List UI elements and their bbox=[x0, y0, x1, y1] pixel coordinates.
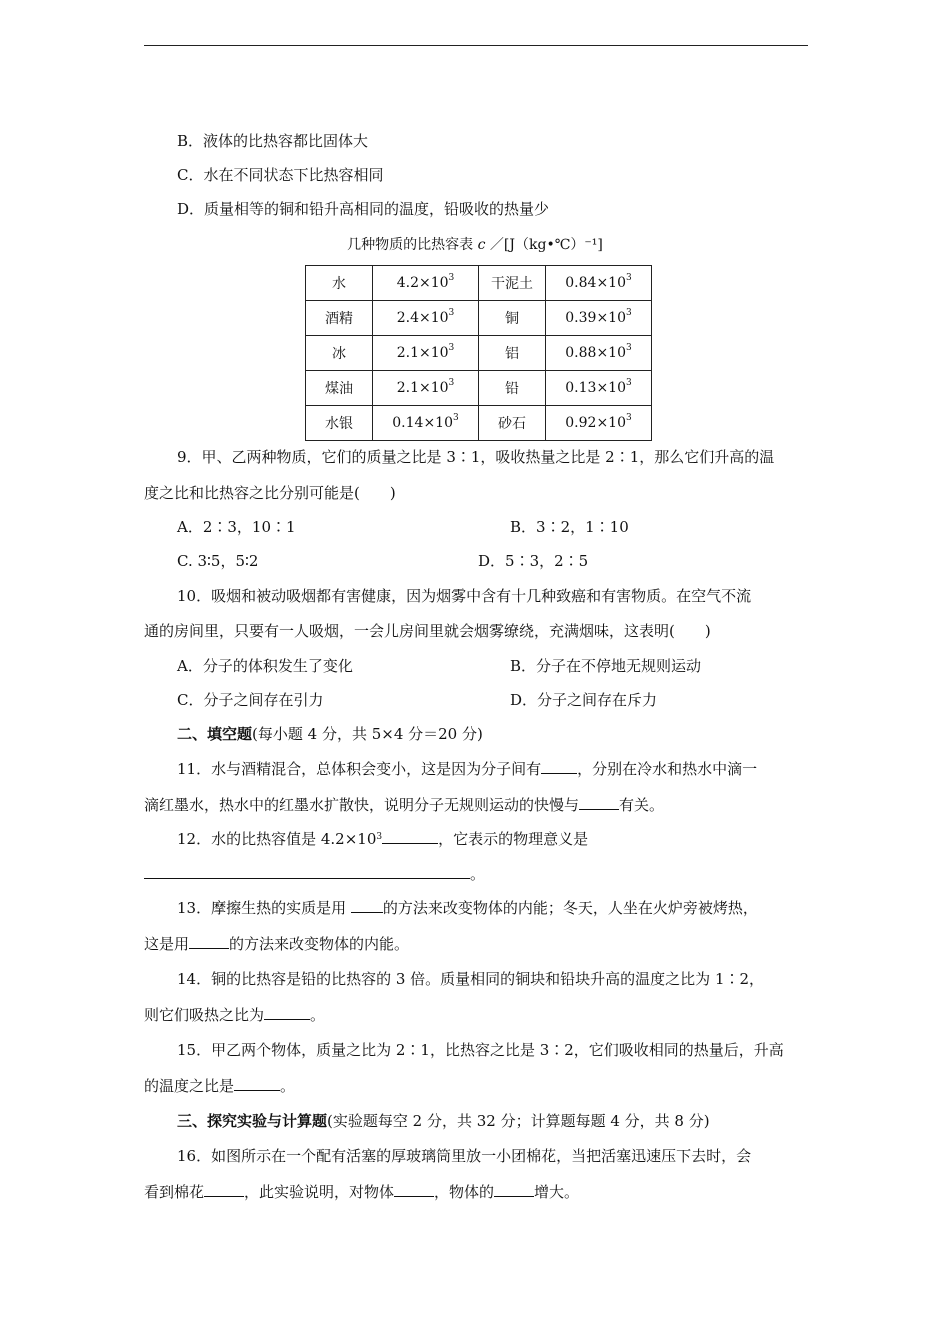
q10-option-a: A．分子的体积发生了变化 bbox=[177, 657, 353, 675]
q12-line-2: 。 bbox=[144, 864, 485, 884]
table-row bbox=[306, 406, 652, 441]
substance-value: $0.88\times 10^3$ bbox=[546, 336, 652, 371]
option-d-prev: D．质量相等的铜和铅升高相同的温度，铅吸收的热量少 bbox=[177, 200, 550, 218]
section-3-heading: 三、探究实验与计算题(实验题每空 2 分，共 32 分；计算题每题 4 分，共 8 分) bbox=[177, 1112, 710, 1130]
q9-option-c: C. 3∶5，5∶2 bbox=[177, 552, 259, 570]
substance-value: $0.13\times 10^3$ bbox=[546, 371, 652, 406]
q10-option-c: C．分子之间存在引力 bbox=[177, 691, 324, 709]
substance-value: $0.92\times 10^3$ bbox=[546, 406, 652, 441]
header-rule bbox=[144, 45, 808, 46]
answer-blank[interactable] bbox=[541, 759, 577, 774]
q15-line-2: 的温度之比是 。 bbox=[144, 1077, 296, 1095]
answer-blank[interactable] bbox=[144, 864, 470, 879]
substance-value: $0.39\times 10^3$ bbox=[546, 301, 652, 336]
answer-blank[interactable] bbox=[382, 829, 438, 844]
answer-blank[interactable] bbox=[579, 795, 619, 810]
answer-blank[interactable] bbox=[394, 1182, 434, 1197]
substance-name: 酒精 bbox=[306, 301, 373, 336]
substance-name: 水银 bbox=[306, 406, 373, 441]
table-row bbox=[306, 301, 652, 336]
substance-name: 干泥土 bbox=[479, 266, 546, 301]
q9-line-2: 度之比和比热容之比分别可能是( ) bbox=[144, 484, 396, 502]
q9-option-b: B．3∶2，1∶10 bbox=[510, 518, 629, 536]
substance-name: 煤油 bbox=[306, 371, 373, 406]
q11-line-2: 滴红墨水，热水中的红墨水扩散快，说明分子无规则运动的快慢与 有关。 bbox=[144, 796, 665, 814]
substance-value: $0.14\times 10^3$ bbox=[373, 406, 479, 441]
answer-blank[interactable] bbox=[234, 1076, 280, 1091]
q11-line-1: 11．水与酒精混合，总体积会变小，这是因为分子间有 ，分别在冷水和热水中滴一 bbox=[177, 760, 758, 778]
option-c-prev: C．水在不同状态下比热容相同 bbox=[177, 166, 384, 184]
q9-line-1: 9．甲、乙两种物质，它们的质量之比是 3∶1，吸收热量之比是 2∶1，那么它们升高的温 bbox=[177, 448, 775, 466]
substance-name: 水 bbox=[306, 266, 373, 301]
q13-line-1: 13．摩擦生热的实质是用 的方法来改变物体的内能；冬天，人坐在火炉旁被烤热， bbox=[177, 899, 758, 917]
q14-line-2: 则它们吸热之比为 。 bbox=[144, 1006, 326, 1024]
q10-option-b: B．分子在不停地无规则运动 bbox=[510, 657, 702, 675]
q15-line-1: 15．甲乙两个物体，质量之比为 2∶1，比热容之比是 3∶2，它们吸收相同的热量后，升高 bbox=[177, 1041, 784, 1059]
table-caption: 几种物质的比热容表 c ／[J（kg•℃）⁻¹] bbox=[347, 237, 603, 253]
q16-line-1: 16．如图所示在一个配有活塞的厚玻璃筒里放一小团棉花，当把活塞迅速压下去时，会 bbox=[177, 1147, 752, 1165]
substance-name: 砂石 bbox=[479, 406, 546, 441]
answer-blank[interactable] bbox=[351, 898, 383, 913]
q16-line-2: 看到棉花 ，此实验说明，对物体 ，物体的 增大。 bbox=[144, 1183, 580, 1201]
substance-name: 铝 bbox=[479, 336, 546, 371]
table-row bbox=[306, 336, 652, 371]
q9-option-a: A．2∶3，10∶1 bbox=[177, 518, 296, 536]
substance-value: $2.1\times 10^3$ bbox=[373, 336, 479, 371]
substance-value: $2.1\times 10^3$ bbox=[373, 371, 479, 406]
substance-name: 冰 bbox=[306, 336, 373, 371]
q9-option-d: D．5∶3，2∶5 bbox=[478, 552, 589, 570]
substance-name: 铜 bbox=[479, 301, 546, 336]
q10-line-2: 通的房间里，只要有一人吸烟，一会儿房间里就会烟雾缭绕，充满烟味，这表明( ) bbox=[144, 622, 711, 640]
substance-value: $0.84\times 10^3$ bbox=[546, 266, 652, 301]
q10-line-1: 10．吸烟和被动吸烟都有害健康，因为烟雾中含有十几种致癌和有害物质。在空气不流 bbox=[177, 587, 752, 605]
substance-name: 铅 bbox=[479, 371, 546, 406]
table-row bbox=[306, 266, 652, 301]
answer-blank[interactable] bbox=[189, 934, 229, 949]
substance-value: $4.2\times 10^3$ bbox=[373, 266, 479, 301]
answer-blank[interactable] bbox=[494, 1182, 534, 1197]
answer-blank[interactable] bbox=[204, 1182, 244, 1197]
q13-line-2: 这是用 的方法来改变物体的内能。 bbox=[144, 935, 410, 953]
q12-line-1: 12．水的比热容值是 $4.2\times 10^3$ ，它表示的物理意义是 bbox=[177, 830, 589, 848]
table-row bbox=[306, 371, 652, 406]
substance-value: $2.4\times 10^3$ bbox=[373, 301, 479, 336]
q14-line-1: 14．铜的比热容是铅的比热容的 3 倍。质量相同的铜块和铅块升高的温度之比为 1∶2， bbox=[177, 970, 765, 988]
specific-heat-table bbox=[305, 265, 652, 441]
answer-blank[interactable] bbox=[264, 1005, 310, 1020]
option-b-prev: B．液体的比热容都比固体大 bbox=[177, 132, 369, 150]
q10-option-d: D．分子之间存在斥力 bbox=[510, 691, 658, 709]
section-2-heading: 二、填空题(每小题 4 分，共 5×4 分＝20 分) bbox=[177, 725, 483, 743]
